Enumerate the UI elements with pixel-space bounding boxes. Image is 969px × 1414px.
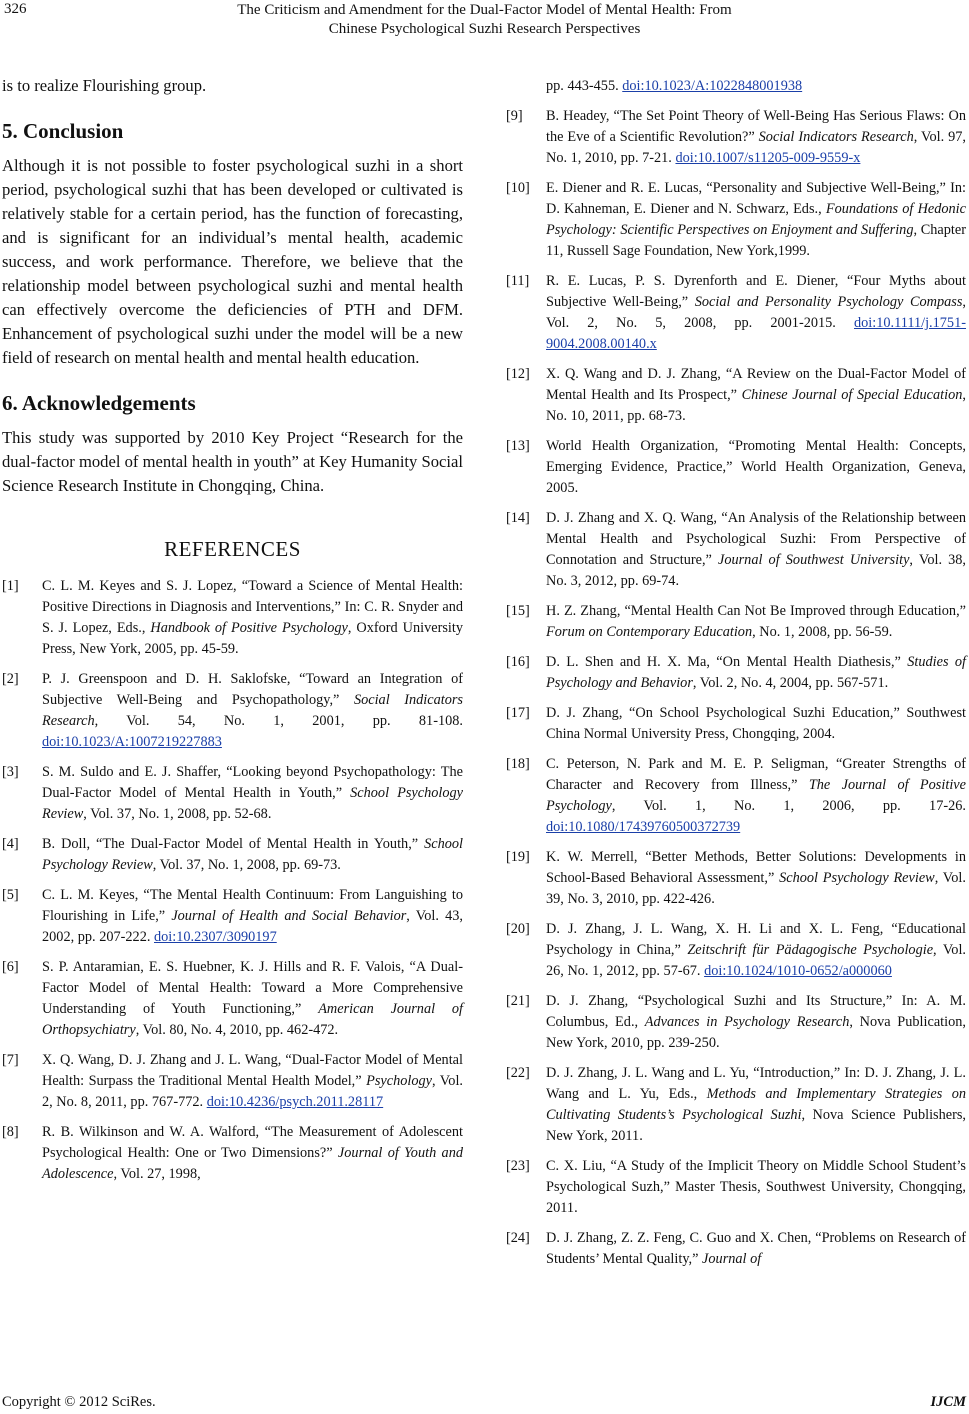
reference-item [2, 957, 463, 1041]
page-header [0, 0, 969, 50]
reference-text [546, 703, 966, 745]
reference-number: [20] [506, 921, 530, 937]
reference-authors-title: D. J. Zhang and X. Q. Wang, “An Analysis of the Relationship between Mental Health and Psychological Suzhi: From Perspective of Connotation and Structure,” [546, 510, 966, 568]
reference-number: [3] [2, 764, 19, 780]
reference-authors-title: K. W. Merrell, “Better Methods, Better Solutions: Developments in School-Based Behavioral Assessment,” [546, 849, 966, 886]
copyright: Copyright © 2012 SciRes. [2, 1394, 156, 1410]
reference-authors-title: C. Peterson, N. Park and M. E. P. Seligman, “Greater Strengths of Character and Recovery from Illness,” [546, 756, 966, 793]
reference-authors-title: D. J. Zhang, Z. Z. Feng, C. Guo and X. Chen, “Problems on Research of Students’ Mental Quality,” [546, 1230, 966, 1267]
reference-item [506, 703, 966, 745]
reference-text [546, 991, 966, 1054]
reference-number: [1] [2, 578, 19, 594]
reference-details: , Vol. 97, No. 1, 2010, pp. 7-21. [546, 129, 966, 166]
doi-link[interactable]: doi:10.1007/s11205-009-9559-x [675, 150, 861, 166]
reference-details: , No. 10, 2011, pp. 68-73. [546, 387, 966, 424]
reference-source: American Journal of Orthopsychiatry [42, 1001, 464, 1038]
right-column [506, 76, 966, 1279]
reference-number: [16] [506, 654, 530, 670]
reference-details: , Vol. 2, No. 8, 2011, pp. 767-772. [42, 1073, 463, 1110]
reference-text [42, 885, 463, 948]
reference-details: , Vol. 43, 2002, pp. 207-222. [42, 908, 463, 945]
reference-item [506, 1228, 966, 1270]
reference-number: [14] [506, 510, 530, 526]
reference-details: , Vol. 54, No. 1, 2001, pp. 81-108. [94, 713, 463, 729]
conclusion-paragraph: Although it is not possible to foster psychological suzhi in a short period, psychological suzhi that has been developed or cultivated is relatively stable for a certain period, has the function of forecasting, and is significant for an individual’s mental health, academic success, and work performance. Therefore, we believe that the relationship model between psychological suzhi and mental health can effectively overcome the deficiencies of PTH and DFM. Enhancement of psychological suzhi under the model will be a new field of research on mental health and mental health education. [2, 156, 463, 367]
reference-source: Journal of Health and Social Behavior [171, 908, 407, 924]
reference-text [546, 601, 966, 643]
reference-list-right [506, 76, 966, 1270]
reference-source: Social and Personality Psychology Compass [694, 294, 963, 310]
reference-source: Journal of Southwest University [717, 552, 910, 568]
reference-authors-title: X. Q. Wang, D. J. Zhang and J. L. Wang, “Dual-Factor Model of Mental Health: Surpass the Traditional Mental Health Model,” [42, 1052, 463, 1089]
reference-authors-title: R. B. Wilkinson and W. A. Walford, “The Measurement of Adolescent Psychological Health: One or Two Dimensions?” [42, 1124, 463, 1161]
reference-text [546, 436, 966, 499]
conclusion-heading: 5. Conclusion [2, 119, 124, 143]
doi-link[interactable]: doi:10.1024/1010-0652/a000060 [704, 963, 892, 979]
reference-details: , Vol. 1, No. 1, 2006, pp. 17-26. [611, 798, 966, 814]
reference-authors-title: P. J. Greenspoon and D. H. Saklofske, “Toward an Integration of Subjective Well-Being and Psychopathology,” [42, 671, 463, 708]
reference-item [2, 576, 463, 660]
reference-details: , Vol. 27, 1998, [113, 1166, 201, 1182]
reference-number: [5] [2, 887, 19, 903]
reference-item [506, 271, 966, 355]
reference-number: [12] [506, 366, 530, 382]
reference-item [2, 834, 463, 876]
reference-source: Advances in Psychology Research [644, 1014, 850, 1030]
reference-details: , Vol. 38, No. 3, 2012, pp. 69-74. [546, 552, 966, 589]
reference-number: [9] [506, 108, 523, 124]
reference-text [546, 847, 966, 910]
reference-text [546, 1228, 966, 1270]
reference-item [506, 508, 966, 592]
reference-authors-title: pp. 443-455. [546, 78, 623, 94]
reference-item [2, 1122, 463, 1185]
references-heading: REFERENCES [164, 537, 301, 561]
reference-text [42, 1050, 463, 1113]
reference-item [2, 885, 463, 948]
reference-number: [22] [506, 1065, 530, 1081]
journal-abbrev: IJCM [930, 1394, 966, 1410]
acknowledgements-heading: 6. Acknowledgements [2, 391, 196, 415]
reference-source: School Psychology Review [42, 836, 463, 873]
doi-link[interactable]: doi:10.1023/A:1022848001938 [622, 78, 803, 94]
reference-authors-title: D. J. Zhang, “Psychological Suzhi and Its Structure,” In: A. M. Columbus, Ed., [546, 993, 966, 1030]
reference-number: [13] [506, 438, 530, 454]
reference-text [546, 271, 966, 355]
reference-number: [4] [2, 836, 19, 852]
reference-item [506, 106, 966, 169]
reference-text [546, 754, 966, 838]
reference-text [546, 652, 966, 694]
reference-authors-title: S. M. Suldo and E. J. Shaffer, “Looking beyond Psychopathology: The Dual-Factor Model of Mental Health in Youth,” [42, 764, 463, 801]
intro-text: is to realize Flourishing group. [2, 76, 207, 95]
reference-text [42, 762, 463, 825]
reference-number: [7] [2, 1052, 19, 1068]
reference-authors-title: S. P. Antaramian, E. S. Huebner, K. J. Hills and R. F. Valois, “A Dual-Factor Model of Mental Health: Toward a More Comprehensive Understanding of Youth Functioning,” [42, 959, 463, 1017]
reference-number: [11] [506, 273, 530, 289]
reference-source: Journal of [702, 1251, 762, 1267]
reference-item [2, 762, 463, 825]
reference-details: , Vol. 37, No. 1, 2008, pp. 52-68. [83, 806, 272, 822]
reference-authors-title: C. X. Liu, “A Study of the Implicit Theory on Middle School Student’s Psychological Suzh,” Master Thesis, Southwest University, Chongqing, 2011. [546, 1158, 966, 1216]
doi-link[interactable]: doi:10.2307/3090197 [154, 929, 277, 945]
reference-item [506, 436, 966, 499]
reference-item [506, 919, 966, 982]
reference-authors-title: C. L. M. Keyes, “The Mental Health Continuum: From Languishing to Flourishing in Life,” [42, 887, 463, 924]
reference-authors-title: D. J. Zhang, J. L. Wang, X. H. Li and X. L. Feng, “Educational Psychology in China,” [546, 921, 966, 958]
reference-text [42, 576, 463, 660]
reference-text [546, 364, 966, 427]
reference-number: [10] [506, 180, 530, 196]
doi-link[interactable]: doi:10.1111/j.1751-9004.2008.00140.x [546, 315, 966, 352]
reference-item [506, 364, 966, 427]
reference-authors-title: C. L. M. Keyes and S. J. Lopez, “Toward a Science of Mental Health: Positive Directions in Diagnosis and Interventions,” In: C. R. Snyder and S. J. Lopez, Eds., [42, 578, 463, 636]
running-title [0, 1, 969, 39]
reference-authors-title: B. Headey, “The Set Point Theory of Well-Being Has Serious Flaws: On the Eve of a Scientific Revolution?” [546, 108, 966, 145]
reference-source: Forum on Contemporary Education [546, 624, 753, 640]
reference-details: , Nova Publication, New York, 2010, pp. 239-250. [546, 1014, 966, 1051]
reference-details: , Vol. 2, No. 5, 2008, pp. 2001-2015. [546, 294, 966, 331]
reference-text [42, 834, 463, 876]
reference-number: [19] [506, 849, 530, 865]
running-title-line-2: Chinese Psychological Suzhi Research Perspectives [328, 21, 641, 37]
reference-source: School Psychology Review [42, 785, 463, 822]
reference-item [506, 1063, 966, 1147]
reference-authors-title: B. Doll, “The Dual-Factor Model of Mental Health in Youth,” [42, 836, 425, 852]
doi-link[interactable]: doi:10.1080/17439760500372739 [546, 819, 741, 835]
reference-source: Chinese Journal of Special Education [741, 387, 963, 403]
page-footer [2, 1394, 966, 1412]
reference-source: Psychology [366, 1073, 432, 1089]
reference-number [506, 76, 546, 97]
doi-link[interactable]: doi:10.4236/psych.2011.28117 [206, 1094, 384, 1110]
reference-details: , Vol. 39, No. 3, 2010, pp. 422-426. [546, 870, 966, 907]
reference-authors-title: D. J. Zhang, J. L. Wang and L. Yu, “Introduction,” In: D. J. Zhang, J. L. Wang and L. Yu, Eds., [546, 1065, 966, 1102]
running-title-line-1: The Criticism and Amendment for the Dual-Factor Model of Mental Health: From [237, 2, 732, 18]
reference-text [546, 919, 966, 982]
page-number: 326 [4, 1, 27, 17]
reference-item [506, 754, 966, 838]
reference-number: [23] [506, 1158, 530, 1174]
reference-item [506, 652, 966, 694]
reference-source: School Psychology Review [779, 870, 935, 886]
reference-details: , Vol. 80, No. 4, 2010, pp. 462-472. [135, 1022, 339, 1038]
reference-item [2, 669, 463, 753]
reference-number: [18] [506, 756, 530, 772]
reference-authors-title: H. Z. Zhang, “Mental Health Can Not Be Improved through Education,” [546, 603, 966, 619]
reference-details: , Nova Science Publishers, New York, 2011. [546, 1107, 966, 1144]
reference-authors-title: R. E. Lucas, P. S. Dyrenforth and E. Diener, “Four Myths about Subjective Well-Being,” [546, 273, 966, 310]
reference-source: Journal of Youth and Adolescence [42, 1145, 463, 1182]
reference-text [546, 178, 966, 262]
reference-text [546, 508, 966, 592]
reference-authors-title: X. Q. Wang and D. J. Zhang, “A Review on the Dual-Factor Model of Mental Health and Its Prospect,” [546, 366, 966, 403]
reference-details: , Chapter 11, Russell Sage Foundation, New York,1999. [546, 222, 966, 259]
reference-number: [2] [2, 671, 19, 687]
reference-source: Zeitschrift für Pädagogische Psychologie [687, 942, 934, 958]
acknowledgements-paragraph: This study was supported by 2010 Key Project “Research for the dual-factor model of mental health in youth” at Key Humanity Social Science Research Institute in Chongqing, China. [2, 428, 463, 495]
reference-authors-title: E. Diener and R. E. Lucas, “Personality and Subjective Well-Being,” In: D. Kahneman, E. Diener and N. Schwarz, Eds., [546, 180, 966, 217]
reference-details: , No. 1, 2008, pp. 56-59. [752, 624, 893, 640]
reference-item [506, 1156, 966, 1219]
reference-text [42, 1122, 463, 1185]
reference-details: , Oxford University Press, New York, 2005, pp. 45-59. [42, 620, 464, 657]
reference-text [546, 106, 966, 169]
reference-item [2, 1050, 463, 1113]
reference-source: Social Indicators Research [42, 692, 463, 729]
reference-number: [8] [2, 1124, 19, 1140]
reference-item [506, 178, 966, 262]
reference-source: Social Indicators Research [758, 129, 914, 145]
reference-authors-title: D. J. Zhang, “On School Psychological Suzhi Education,” Southwest China Normal University Press, Chongqing, 2004. [546, 705, 966, 742]
reference-item [506, 847, 966, 910]
left-column [2, 74, 463, 1194]
reference-text [42, 669, 463, 753]
reference-text [546, 1063, 966, 1147]
reference-number: [24] [506, 1230, 530, 1246]
reference-number: [17] [506, 705, 530, 721]
reference-source: Methods and Implementary Strategies on Cultivating Students’s Psychological Suzhi [546, 1086, 966, 1123]
reference-list-left [2, 576, 463, 1185]
reference-number: [15] [506, 603, 530, 619]
reference-source: Foundations of Hedonic Psychology: Scientific Perspectives on Enjoyment and Suffering [546, 201, 967, 238]
reference-source: The Journal of Positive Psychology [546, 777, 966, 814]
reference-authors-title: World Health Organization, “Promoting Mental Health: Concepts, Emerging Evidence, Practice,” World Health Organization, Geneva, 2005. [546, 438, 966, 496]
reference-details: , Vol. 2, No. 4, 2004, pp. 567-571. [692, 675, 889, 691]
reference-number: [6] [2, 959, 19, 975]
reference-item [506, 601, 966, 643]
reference-number: [21] [506, 993, 530, 1009]
reference-text [546, 1156, 966, 1219]
reference-details: , Vol. 26, No. 1, 2012, pp. 57-67. [546, 942, 967, 979]
reference-authors-title: D. L. Shen and H. X. Ma, “On Mental Health Diathesis,” [546, 654, 908, 670]
reference-source: Studies of Psychology and Behavior [546, 654, 966, 691]
reference-source: Handbook of Positive Psychology [150, 620, 348, 636]
doi-link[interactable]: doi:10.1023/A:1007219227883 [42, 734, 222, 750]
reference-item [506, 991, 966, 1054]
reference-details: , Vol. 37, No. 1, 2008, pp. 69-73. [152, 857, 341, 873]
reference-item [506, 76, 966, 97]
reference-text [42, 957, 463, 1041]
reference-text [546, 76, 966, 97]
